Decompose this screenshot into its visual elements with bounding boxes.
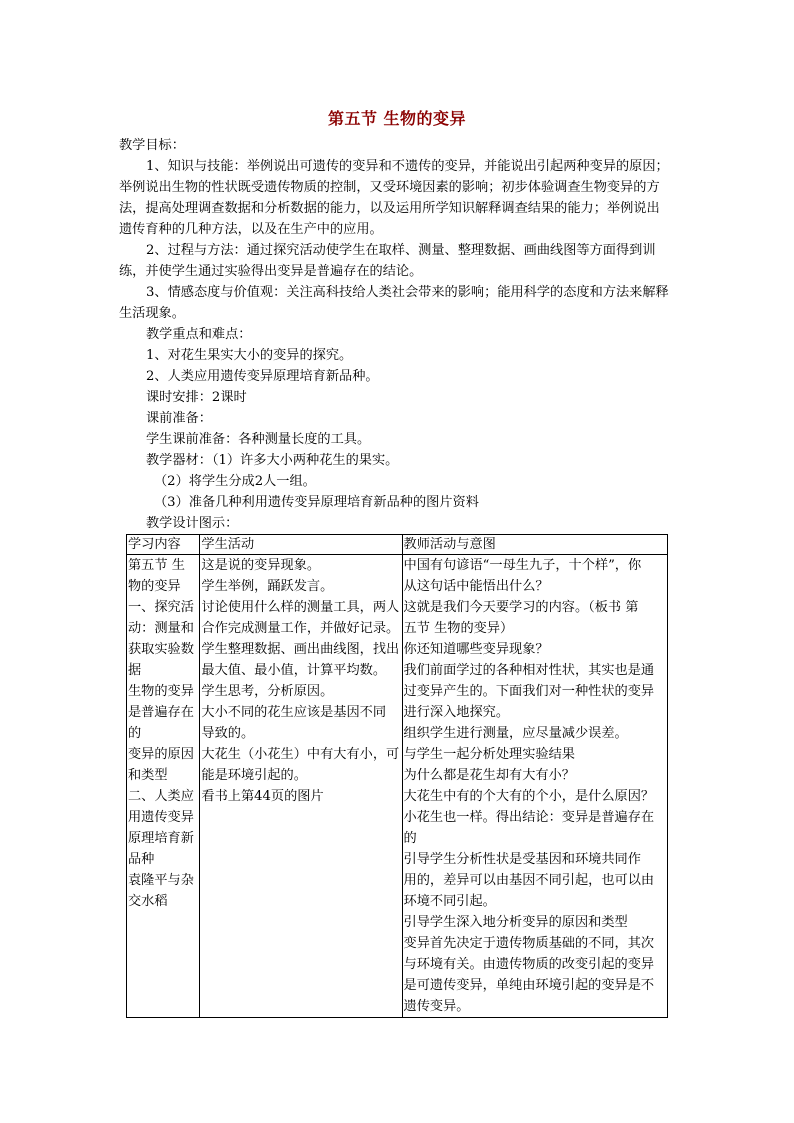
table-header-cell: 学习内容 <box>127 535 200 555</box>
student-activity-line: 大花生（小花生）中有大有小，可 <box>201 747 400 762</box>
student-activity-line: 导致的。 <box>201 726 255 741</box>
teacher-activity-line: 从这句话中能悟出什么？ <box>403 579 549 594</box>
student-activity-line: 学生整理数据、画出曲线图，找出 <box>201 642 400 657</box>
teacher-activity-line: 我们前面学过的各种相对性状，其实也是通 <box>403 663 655 678</box>
teacher-activity-line: 是可遗传变异，单纯由环境引起的变异是不 <box>403 978 655 993</box>
design-heading: 教学设计图示： <box>146 516 239 531</box>
focus-item: 1、对花生果实大小的变异的探究。 <box>146 348 353 363</box>
prep-heading: 课前准备： <box>146 411 212 426</box>
teacher-activity-line: 进行深入地探究。 <box>403 705 510 720</box>
content-line: 的 <box>128 726 142 741</box>
equipment-item: 教学器材：（1）许多大小两种花生的果实。 <box>146 453 399 468</box>
student-activity-line: 学生举例，踊跃发言。 <box>201 579 334 594</box>
content-line: 和类型 <box>128 768 168 783</box>
content-line: 原理培育新 <box>128 831 194 846</box>
objective-attitude: 3、情感态度与价值观：关注高科技给人类社会带来的影响；能用科学的态度和方法来解释生活现象。 <box>119 285 669 321</box>
equipment-item: （3）准备几种利用遗传变异原理培育新品种的图片资料 <box>154 495 479 510</box>
table-header-cell: 学生活动 <box>200 535 402 555</box>
student-activity-line: 合作完成测量工作，并做好记录。 <box>201 621 400 636</box>
teacher-activity-line: 与环境有关。由遗传物质的改变引起的变异 <box>403 957 655 972</box>
document-body <box>119 135 672 534</box>
teacher-activity-line: 过变异产生的。下面我们对一种性状的变异 <box>403 684 655 699</box>
objective-knowledge: 1、知识与技能：举例说出可遗传的变异和不遗传的变异，并能说出引起两种变异的原因；举例说出生物的性状既受遗传物质的控制，又受环境因素的影响；初步体验调查生物变异的方法，提高处理调查数据和分析数据的能力，以及运用所学知识解释调查结果的能力；举例说出遗传育种的几种方法，以及在生产中的应用。 <box>119 159 669 237</box>
teacher-activity-line: 中国有句谚语“一母生九子，十个样”，你 <box>403 558 642 573</box>
focus-item: 2、人类应用遗传变异原理培育新品种。 <box>146 369 379 384</box>
teacher-activity-line: 大花生中有的个大有的个小，是什么原因？ <box>403 789 655 804</box>
student-activity-line: 学生思考，分析原因。 <box>201 684 334 699</box>
teacher-activity-line: 为什么都是花生却有大有小？ <box>403 768 575 783</box>
schedule: 课时安排：2课时 <box>146 390 247 405</box>
content-line: 袁隆平与杂 <box>128 873 194 888</box>
teacher-activity-line: 组织学生进行测量，应尽量减少误差。 <box>403 726 628 741</box>
content-line: 变异的原因 <box>128 747 194 762</box>
content-column <box>127 555 200 1018</box>
student-prep: 学生课前准备：各种测量长度的工具。 <box>146 432 371 447</box>
student-activity-line: 最大值、最小值，计算平均数。 <box>201 663 387 678</box>
teacher-activity-line: 你还知道哪些变异现象？ <box>403 642 549 657</box>
content-line: 品种 <box>128 852 155 867</box>
teacher-activity-line: 引导学生深入地分析变异的原因和类型 <box>403 915 628 930</box>
student-activity-line: 大小不同的花生应该是基因不同 <box>201 705 387 720</box>
content-line: 二、人类应 <box>128 789 194 804</box>
page-title: 第五节 生物的变异 <box>327 109 467 128</box>
teacher-activity-line: 这就是我们今天要学习的内容。（板书 第 <box>403 600 639 615</box>
student-activity-line: 看书上第44页的图片 <box>201 789 324 804</box>
teacher-activity-line: 五节 生物的变异） <box>403 621 514 636</box>
objectives-heading: 教学目标： <box>119 138 185 153</box>
lesson-design-table <box>126 534 668 1018</box>
content-line: 据 <box>128 663 142 678</box>
objective-process: 2、过程与方法：通过探究活动使学生在取样、测量、整理数据、画曲线图等方面得到训练，并使学生通过实验得出变异是普遍存在的结论。 <box>119 243 656 279</box>
content-line: 物的变异 <box>128 579 181 594</box>
teacher-activity-line: 引导学生分析性状是受基因和环境共同作 <box>403 852 641 867</box>
teacher-activity-line: 小花生也一样。得出结论：变异是普遍存在 <box>403 810 655 825</box>
content-line: 第五节 生 <box>128 558 185 573</box>
student-activity-column <box>200 555 402 1018</box>
teacher-activity-column <box>402 555 667 1018</box>
content-line: 动：测量和 <box>128 621 194 636</box>
teacher-activity-line: 与学生一起分析处理实验结果 <box>403 747 575 762</box>
equipment-item: （2）将学生分成2人一组。 <box>154 474 316 489</box>
teacher-activity-line: 变异首先决定于遗传物质基础的不同，其次 <box>403 936 655 951</box>
teacher-activity-line: 遗传变异。 <box>403 999 470 1014</box>
table-header-row <box>127 535 668 555</box>
teacher-activity-line: 环境不同引起。 <box>403 894 496 909</box>
student-activity-line: 能是环境引起的。 <box>201 768 307 783</box>
student-activity-line: 这是说的变异现象。 <box>201 558 321 573</box>
content-line: 获取实验数 <box>128 642 194 657</box>
teacher-activity-line: 的 <box>403 831 417 846</box>
content-line: 是普遍存在 <box>128 705 194 720</box>
focus-heading: 教学重点和难点： <box>146 327 252 342</box>
table-header-cell: 教师活动与意图 <box>402 535 667 555</box>
content-line: 一、探究活 <box>128 600 194 615</box>
content-line: 交水稻 <box>128 894 168 909</box>
teacher-activity-line: 用的，差异可以由基因不同引起，也可以由 <box>403 873 655 888</box>
content-line: 生物的变异 <box>128 684 194 699</box>
student-activity-line: 讨论使用什么样的测量工具，两人 <box>201 600 400 615</box>
table-row <box>127 555 668 1018</box>
content-line: 用遗传变异 <box>128 810 194 825</box>
